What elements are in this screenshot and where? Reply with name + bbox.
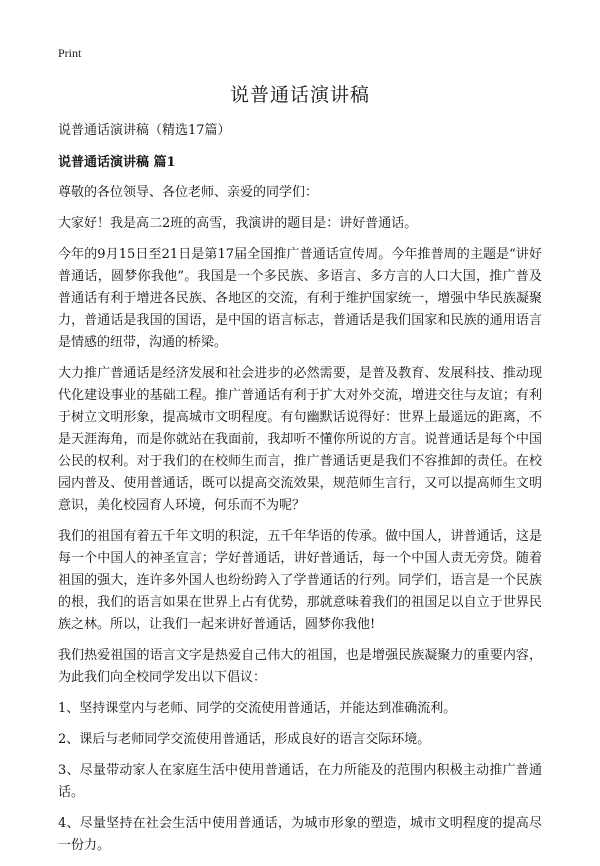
section-heading: 说普通话演讲稿 篇1 <box>58 155 176 170</box>
document-subtitle: 说普通话演讲稿（精选17篇） <box>58 123 231 138</box>
paragraph-greeting: 尊敬的各位领导、各位老师、亲爱的同学们： <box>58 185 319 200</box>
paragraph-intro: 大家好！我是高二2班的高雪，我演讲的题目是：讲好普通话。 <box>58 216 418 231</box>
page-title: 说普通话演讲稿 <box>229 84 370 106</box>
paragraph: 今年的9月15日至21日是第17届全国推广普通话宣传周。今年推普周的主题是“讲好普通话，圆梦你我他”。我国是一个多民族、多语言、多方言的人口大国，推广普及普通话有利于增进各民族、各地区的交流，有利于维护国家统一，增强中华民族凝聚力，普通话是我国的国语，是中国的语言标志，普通话是我们国家和民族的通用语言是情感的纽带，沟通的桥梁。 <box>58 247 542 350</box>
paragraph: 我们的祖国有着五千年文明的积淀，五千年华语的传承。做中国人，讲普通话，这是每一个中国人的神圣宣言；学好普通话，讲好普通话，每一个中国人责无旁贷。随着祖国的强大，连许多外国人也纷纷跨入了学普通话的行列。同学们，语言是一个民族的根，我们的语言如果在世界上占有优势，那就意味着我们的祖国足以自立于世界民族之林。所以，让我们一起来讲好普通话，圆梦你我他! <box>58 529 542 632</box>
paragraph: 大力推广普通话是经济发展和社会进步的必然需要，是普及教育、发展科技、推动现代化建设事业的基础工程。推广普通话有利于扩大对外交流，增进交往与友谊；有利于树立文明形象，提高城市文明程度。有句幽默话说得好：世界上最遥远的距离，不是天涯海角，而是你就站在我面前，我却听不懂你所说的方言。说普通话是每个中国公民的权利。对于我们的在校师生而言，推广普通话更是我们不容推卸的责任。在校园内普及、使用普通话，既可以提高交流效果，规范师生言行，又可以提高师生文明意识，美化校园育人环境，何乐而不为呢？ <box>58 366 542 513</box>
paragraph: 我们热爱祖国的语言文字是热爱自己伟大的祖国，也是增强民族凝聚力的重要内容，为此我们向全校同学发出以下倡议： <box>58 648 542 685</box>
list-item: 2、课后与老师同学交流使用普通话，形成良好的语言交际环境。 <box>58 732 431 747</box>
list-item: 3、尽量带动家人在家庭生活中使用普通话，在力所能及的范围内积极主动推广普通话。 <box>58 763 542 800</box>
list-item: 4、尽量坚持在社会生活中使用普通话，为城市形象的塑造，城市文明程度的提高尽一份力。 <box>58 816 542 853</box>
document-body <box>58 120 542 866</box>
print-link[interactable]: Print <box>58 46 82 60</box>
list-item: 1、坚持课堂内与老师、同学的交流使用普通话，并能达到准确流利。 <box>58 701 457 716</box>
